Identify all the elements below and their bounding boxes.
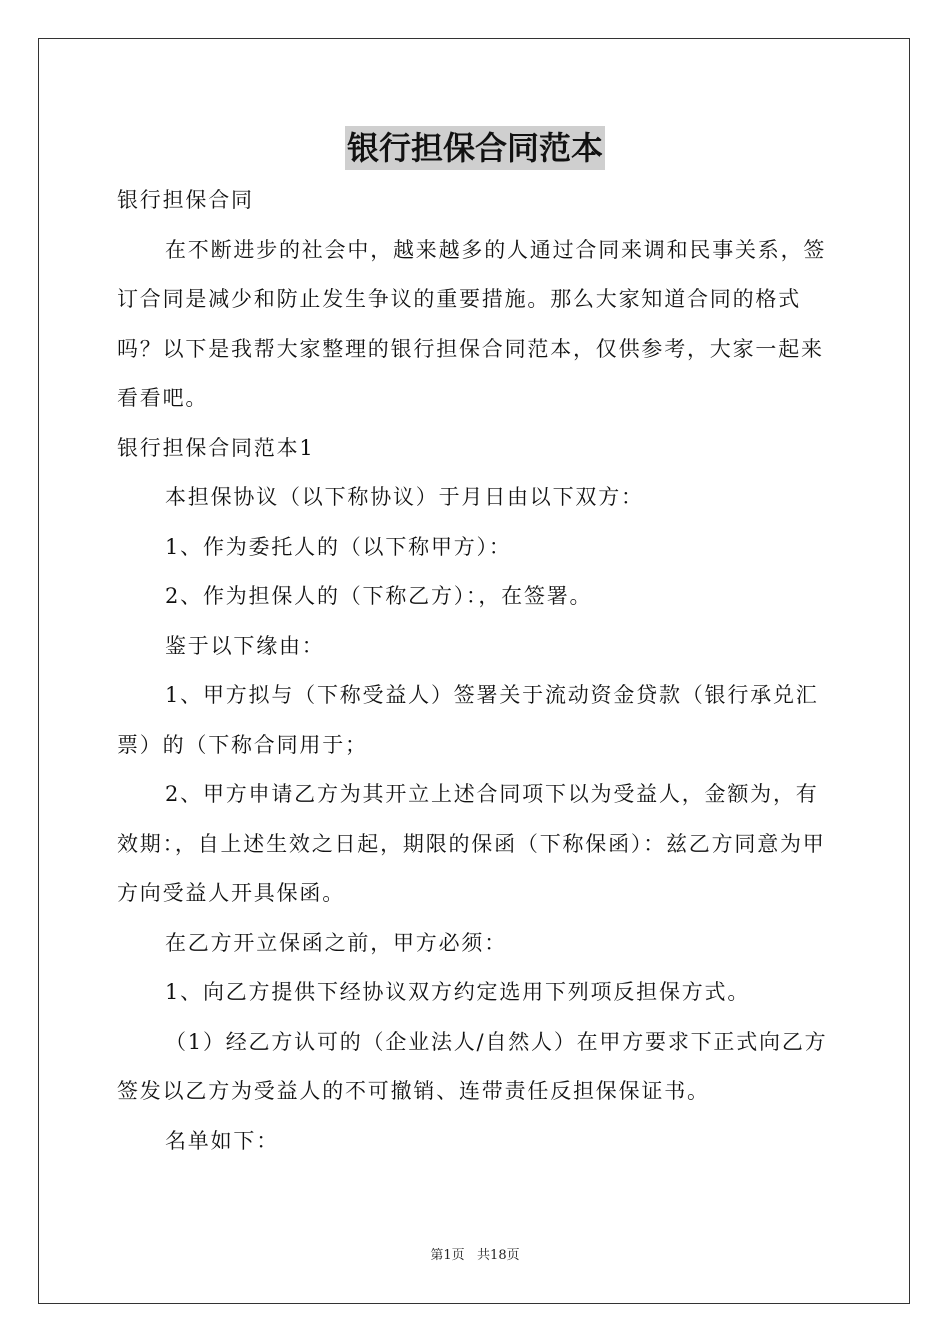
agreement-paragraph: 本担保协议（以下称协议）于月日由以下双方： [165,485,644,509]
page-footer: 第1页 共18页 [430,1248,520,1263]
title-container [0,126,950,170]
section-heading: 银行担保合同 [117,188,254,212]
party-b-paragraph: 2、作为担保人的（下称乙方）：，在签署。 [165,584,593,608]
requirement-1-paragraph: 1、向乙方提供下经协议双方约定选用下列项反担保方式。 [165,980,751,1004]
intro-paragraph: 在不断进步的社会中，越来越多的人通过合同来调和民事关系，签订合同是减少和防止发生争议的重要措施。那么大家知道合同的格式吗？以下是我帮大家整理的银行担保合同范本，仅供参考，大家一起来看看吧。 [117,237,827,410]
list-heading: 名单如下： [165,1128,279,1153]
requirements-heading: 在乙方开立保函之前，甲方必须： [165,930,507,955]
document-body [117,176,833,1166]
party-a-paragraph: 1、作为委托人的（以下称甲方）： [165,534,512,559]
reason-1-paragraph: 1、甲方拟与（下称受益人）签署关于流动资金贷款（银行承兑汇票）的（下称合同用于； [117,683,819,757]
requirement-1-1-paragraph: （1）经乙方认可的（企业法人/自然人）在甲方要求下正式向乙方签发以乙方为受益人的不可撤销、连带责任反担保保证书。 [117,1029,828,1103]
section-heading: 银行担保合同范本1 [117,435,315,460]
document-title: 银行担保合同范本 [345,126,605,170]
reason-2-paragraph: 2、甲方申请乙方为其开立上述合同项下以为受益人，金额为，有效期：，自上述生效之日起，期限的保函（下称保函）：兹乙方同意为甲方向受益人开具保函。 [117,782,826,905]
reasons-heading: 鉴于以下缘由： [165,633,325,658]
